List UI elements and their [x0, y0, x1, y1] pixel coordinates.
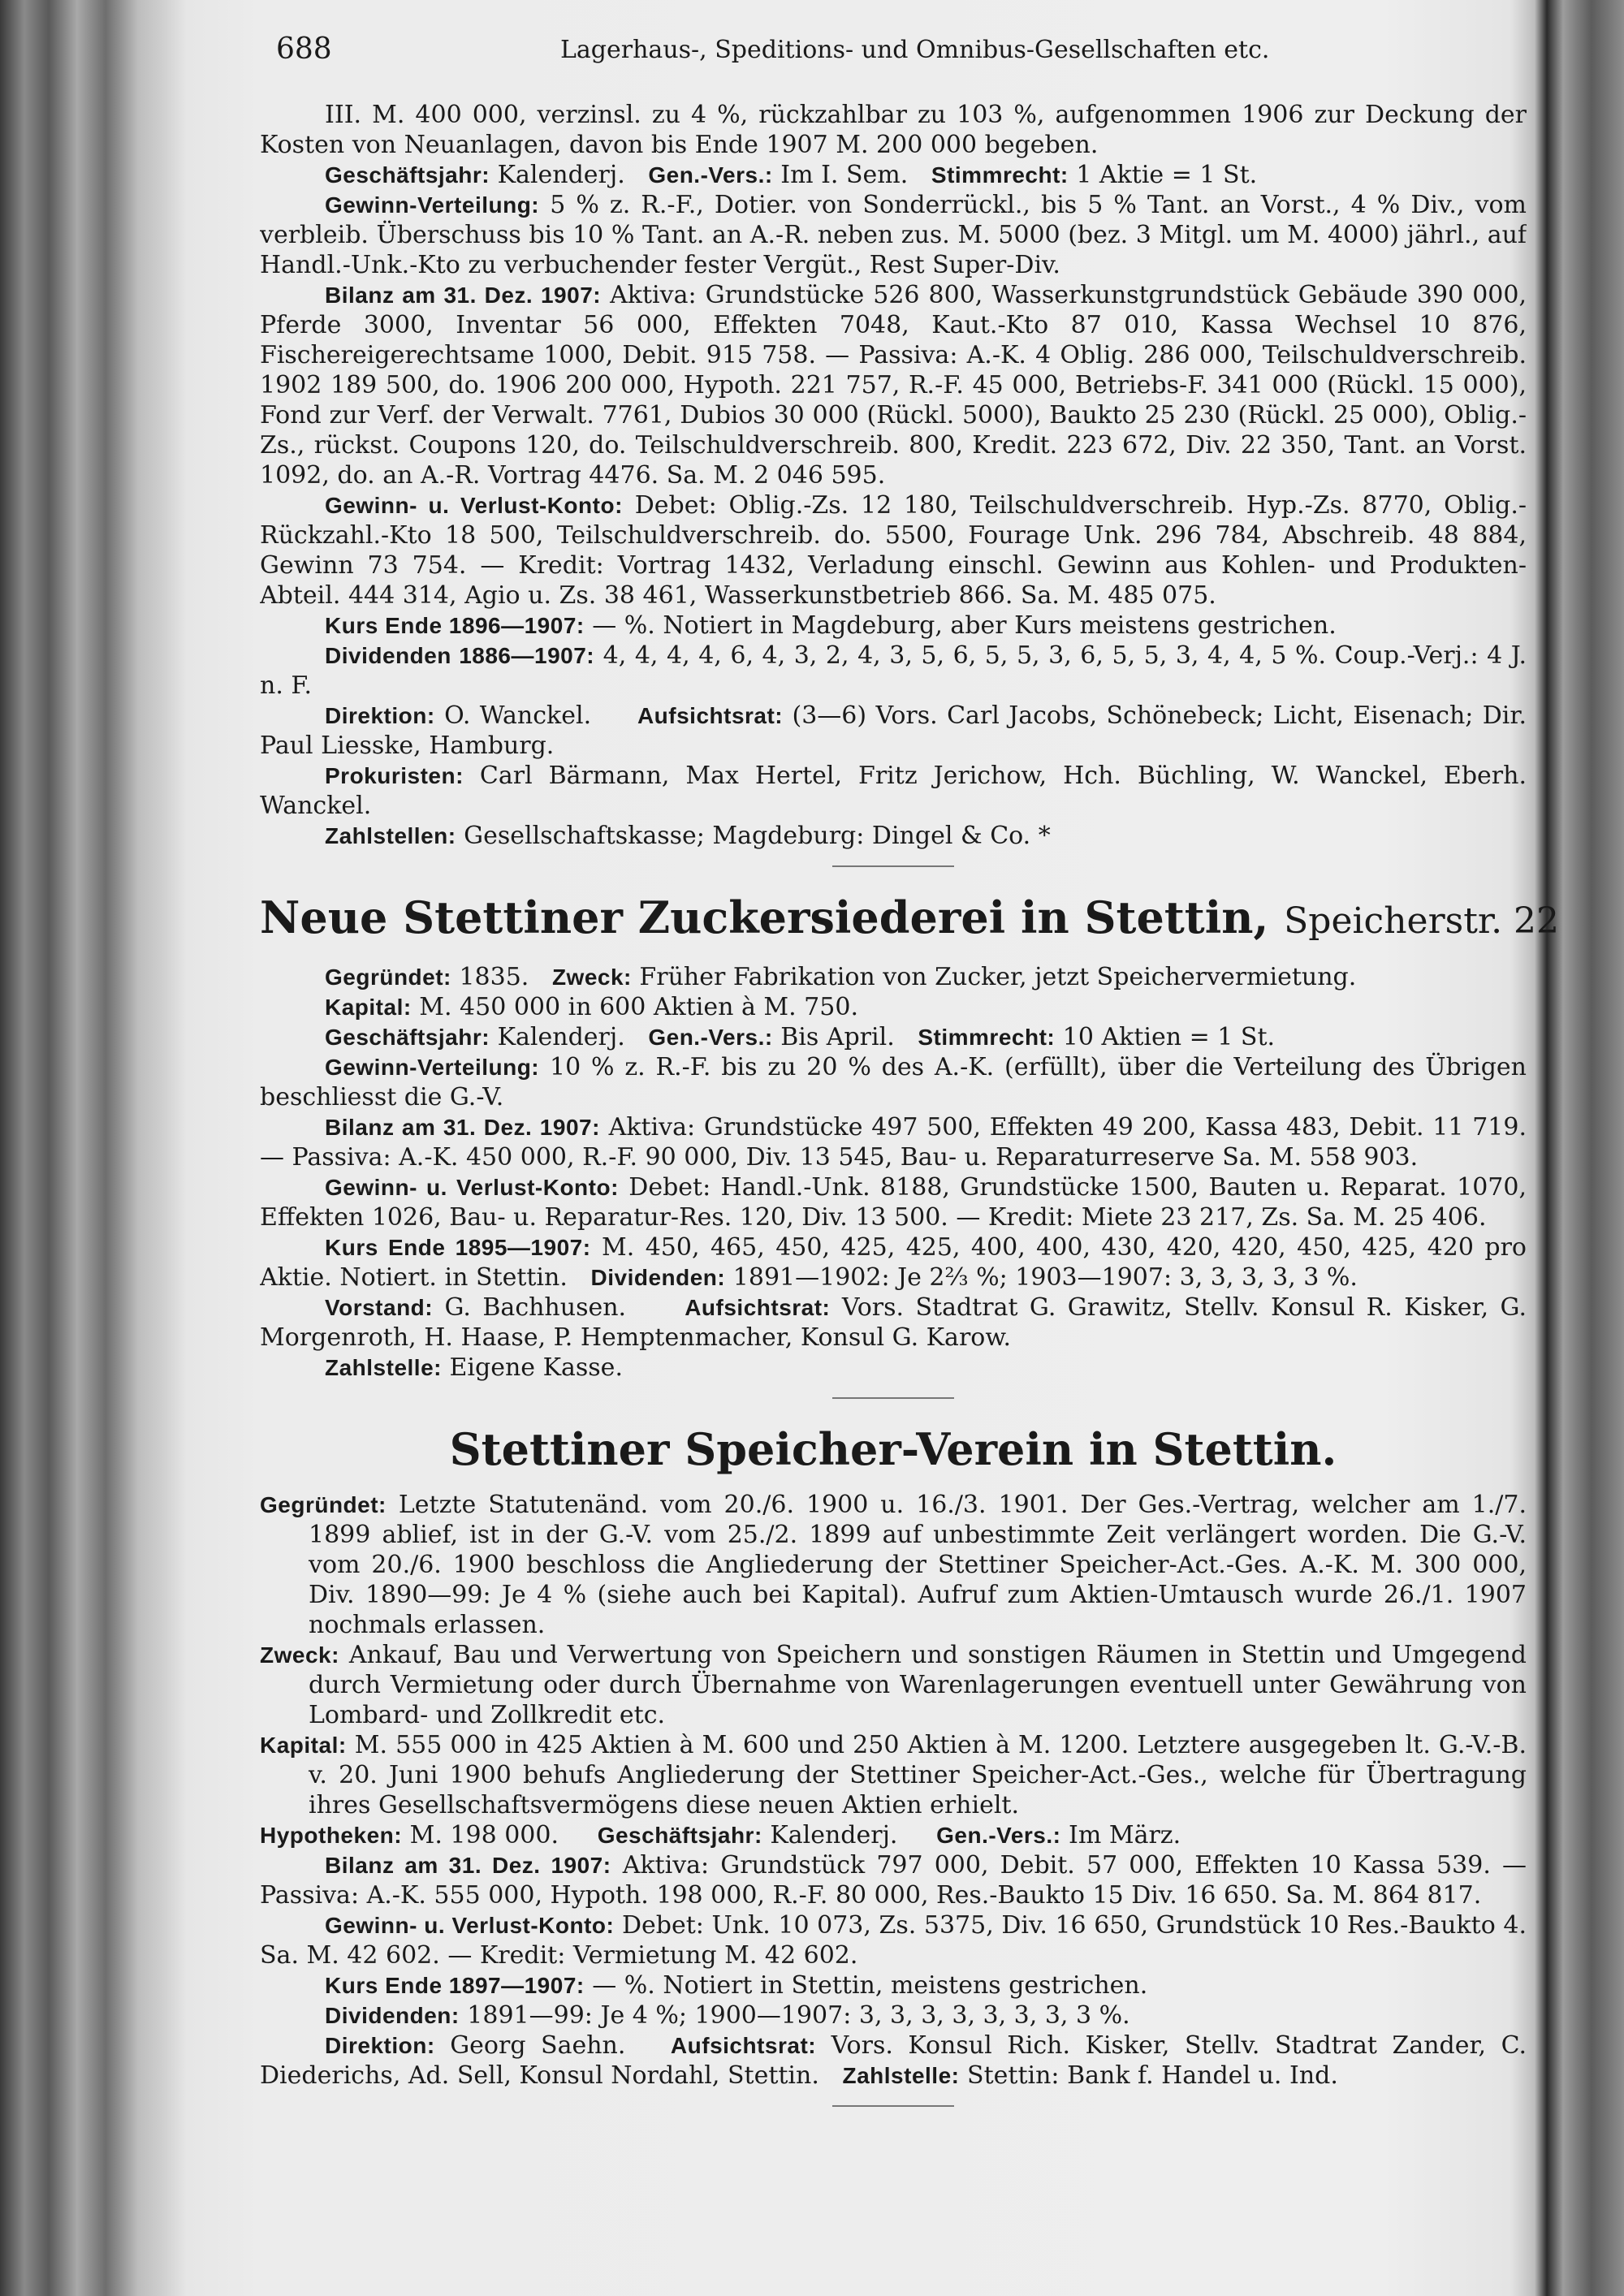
label: Bilanz am 31. Dez. 1907: [325, 1853, 611, 1878]
dividenden [260, 641, 1527, 701]
value: — %. Notiert in Stettin, meistens gestrichen. [592, 1971, 1148, 2000]
label: Zahlstelle: [842, 2063, 960, 2088]
dividenden [260, 2000, 1527, 2031]
label: Zweck: [551, 965, 632, 990]
hypotheken-line [260, 1820, 1527, 1850]
zahlstelle [260, 1353, 1527, 1383]
label: Gen.-Vers.: [936, 1823, 1061, 1848]
kurs [260, 1970, 1527, 2000]
label: Gegründet: [260, 1492, 387, 1517]
value: 10 Aktien = 1 St. [1062, 1023, 1276, 1051]
kurs-dividenden [260, 1232, 1527, 1293]
value: Vors. Konsul Rich. Kisker, Stellv. Stadtrat Zander, C. Diederichs, Ad. Sell, Konsul Nordahl, Stettin. [260, 2031, 1527, 2090]
value: 1 Aktie = 1 St. [1076, 161, 1258, 189]
bond-text: III. M. 400 000, verzinsl. zu 4 %, rückzahlbar zu 103 %, aufgenommen 1906 zur Deckung der Kosten von Neuanlagen, davon bis Ende 1907 M. 200 000 begeben. [260, 101, 1527, 159]
zahlstellen [260, 821, 1527, 851]
divider [832, 2105, 954, 2107]
value: 10 % z. R.-F. bis zu 20 % des A.-K. (erfüllt), über die Verteilung des Übrigen beschliesst die G.-V. [260, 1053, 1527, 1111]
gewinn-verlust-konto [260, 1172, 1527, 1232]
direktion-aufsichtsrat [260, 701, 1527, 761]
label: Stimmrecht: [918, 1025, 1056, 1050]
value: O. Wanckel. [444, 701, 592, 730]
value: Aktiva: Grundstücke 526 800, Wasserkunstgrundstück Gebäude 390 000, Pferde 3000, Inventar 56 000, Effekten 7048, Kaut.-Kto 87 010, Kassa Wechsel 10 876, Fischereigerechtsame 1000, Debit. 915 758. — Passiva: A.-K. 4 Oblig. 286 000, Teilschuldverschreib. 1902 189 500, do. 1906 200 000, Hypoth. 221 757, R.-F. 45 000, Betriebs-F. 341 000 (Rückl. 15 000), Fond zur Verf. der Verwalt. 7761, Dubios 30 000 (Rückl. 5000), Baukto 25 230 (Rückl. 25 000), Oblig.-Zs., rückst. Coupons 120, do. Teilschuldverschreib. 800, Kredit. 223 672, Div. 22 350, Tant. an Vorst. 1092, do. an A.-R. Vortrag 4476. Sa. M. 2 046 595. [260, 281, 1527, 490]
value: Gesellschaftskasse; Magdeburg: Dingel & Co. * [464, 822, 1051, 850]
prokuristen [260, 761, 1527, 821]
label: Gewinn- u. Verlust-Konto: [325, 1175, 619, 1200]
label: Stimmrecht: [931, 162, 1069, 188]
label: Gen.-Vers.: [648, 162, 773, 188]
label: Zweck: [260, 1642, 339, 1668]
label: Gewinn- u. Verlust-Konto: [325, 493, 623, 518]
entry-neue-stettiner-zuckersiederei [260, 891, 1560, 1399]
page-number: 688 [276, 32, 332, 66]
gewinn-verteilung [260, 190, 1527, 280]
label: Gewinn-Verteilung: [325, 1055, 540, 1080]
label: Kurs Ende 1896—1907: [325, 613, 585, 638]
label: Aufsichtsrat: [685, 1295, 831, 1320]
value: Kalenderj. [770, 1821, 898, 1849]
kurs [260, 611, 1527, 641]
value: Im März. [1069, 1821, 1181, 1849]
value: M. 450 000 in 600 Aktien à M. 750. [419, 993, 858, 1021]
value: Debet: Handl.-Unk. 8188, Grundstücke 1500, Bauten u. Reparat. 1070, Effekten 1026, Bau- u. Reparatur-Res. 120, Div. 13 500. — Kredit: Miete 23 217, Zs. Sa. M. 25 406. [260, 1173, 1527, 1232]
label: Dividenden 1886—1907: [325, 643, 595, 668]
value: Aktiva: Grundstücke 497 500, Effekten 49 200, Kassa 483, Debit. 11 719. — Passiva: A.-K. 450 000, R.-F. 90 000, Div. 13 545, Bau- u. Reparaturreserve Sa. M. 558 903. [260, 1113, 1527, 1172]
label: Geschäftsjahr: [325, 162, 490, 188]
value: Georg Saehn. [450, 2031, 626, 2060]
value: Debet: Oblig.-Zs. 12 180, Teilschuldverschreib. Hyp.-Zs. 8770, Oblig.-Rückzahl.-Kto 18 500, Teilschuldverschreib. do. 5500, Fourage Unk. 296 784, Abschreib. 48 884, Gewinn 73 754. — Kredit: Vortrag 1432, Verladung einschl. Gewinn aus Kohlen- und Produkten-Abteil. 444 314, Agio u. Zs. 38 461, Wasserkunstbetrieb 866. Sa. M. 485 075. [260, 491, 1527, 610]
gewinn-verteilung [260, 1052, 1527, 1112]
gegruendet-zweck [260, 962, 1527, 992]
running-header [276, 23, 1527, 80]
label: Geschäftsjahr: [325, 1025, 490, 1050]
geschaeftsjahr-line [260, 1022, 1527, 1052]
value: Letzte Statutenänd. vom 20./6. 1900 u. 16./3. 1901. Der Ges.-Vertrag, welcher am 1./7. 1899 ablief, ist in der G.-V. vom 25./2. 1899 auf unbestimmte Zeit verlängert worden. Die G.-V. vom 20./6. 1900 beschloss die Angliederung der Stettiner Speicher-Act.-Ges. A.-K. M. 300 000, Div. 1890—99: Je 4 % (siehe auch bei Kapital). Aufruf zum Aktien-Umtausch wurde 26./1. 1907 nochmals erlassen. [309, 1491, 1527, 1639]
vorstand-aufsichtsrat [260, 1293, 1527, 1353]
value: M. 450, 465, 450, 425, 425, 400, 400, 430, 420, 420, 450, 425, 420 pro Aktie. Notiert. in Stettin. [260, 1233, 1527, 1292]
value: Aktiva: Grundstück 797 000, Debit. 57 000, Effekten 10 Kassa 539. — Passiva: A.-K. 555 000, Hypoth. 198 000, R.-F. 80 000, Res.-Baukto 15 Div. 16 650. Sa. M. 864 817. [260, 1851, 1527, 1910]
label: Kurs Ende 1895—1907: [325, 1235, 591, 1260]
value: G. Bachhusen. [444, 1293, 627, 1322]
value: 5 % z. R.-F., Dotier. von Sonderrückl., bis 5 % Tant. an Vorst., 4 % Div., vom verbleib. Überschuss bis 10 % Tant. an A.-R. neben zus. M. 5000 (bez. 3 Mitgl. um M. 4000) jährl., auf Handl.-Unk.-Kto zu verbuchender fester Vergüt., Rest Super-Div. [260, 191, 1527, 279]
label: Kapital: [260, 1733, 347, 1758]
label: Gewinn- u. Verlust-Konto: [325, 1913, 615, 1938]
label: Prokuristen: [325, 763, 464, 788]
value: Früher Fabrikation von Zucker, jetzt Speichervermietung. [639, 963, 1357, 991]
value: 1835. [459, 963, 529, 991]
value: Im I. Sem. [780, 161, 909, 189]
book-page [244, 23, 1560, 2288]
value: Stettin: Bank f. Handel u. Ind. [967, 2061, 1338, 2090]
zweck [260, 1640, 1527, 1730]
value: Kalenderj. [497, 1023, 625, 1051]
gewinn-verlust-konto [260, 1910, 1527, 1970]
company-name: Neue Stettiner Zuckersiederei in Stettin, [260, 891, 1269, 943]
value: Vors. Stadtrat G. Grawitz, Stellv. Konsul R. Kisker, G. Morgenroth, H. Haase, P. Hemptenmacher, Konsul G. Karow. [260, 1293, 1527, 1352]
entry-continued [260, 100, 1527, 867]
value: 1891—1902: Je 2⅔ %; 1903—1907: 3, 3, 3, 3, 3 %. [732, 1263, 1358, 1292]
bilanz [260, 1850, 1527, 1910]
label: Gen.-Vers.: [648, 1025, 773, 1050]
label: Gegründet: [325, 965, 451, 990]
value: 4, 4, 4, 4, 6, 4, 3, 2, 4, 3, 5, 6, 5, 5, 3, 6, 5, 5, 3, 4, 4, 5 %. Coup.-Verj.: 4 J. n. F. [260, 641, 1527, 700]
label: Kurs Ende 1897—1907: [325, 1973, 585, 1998]
label: Zahlstellen: [325, 823, 456, 848]
value: 1891—99: Je 4 %; 1900—1907: 3, 3, 3, 3, 3, 3, 3, 3 %. [467, 2001, 1130, 2030]
gewinn-verlust-konto [260, 490, 1527, 611]
label: Kapital: [325, 995, 412, 1020]
value: M. 555 000 in 425 Aktien à M. 600 und 250 Aktien à M. 1200. Letztere ausgegeben lt. G.-V.-B. v. 20. Juni 1900 behufs Angliederung der Stettiner Speicher-Act.-Ges., welche für Übertragung ihres Gesellschaftsvermögens diese neuen Aktien erhielt. [309, 1731, 1527, 1819]
value: Ankauf, Bau und Verwertung von Speichern und sonstigen Räumen in Stettin und Umgegend durch Vermietung oder durch Übernahme von Warenlagerungen eventuell unter Gewährung von Lombard- und Zollkredit etc. [309, 1641, 1527, 1729]
entry-stettiner-speicher-verein [260, 1423, 1527, 2107]
entry-title [260, 891, 1560, 947]
value: Eigene Kasse. [449, 1353, 623, 1382]
value: Bis April. [780, 1023, 895, 1051]
direktion-aufsichtsrat [260, 2031, 1527, 2091]
value: Kalenderj. [497, 161, 625, 189]
label: Gewinn-Verteilung: [325, 192, 540, 218]
bilanz [260, 280, 1527, 490]
value: Debet: Unk. 10 073, Zs. 5375, Div. 16 650, Grundstück 10 Res.-Baukto 4. Sa. M. 42 602. — Kredit: Vermietung M. 42 602. [260, 1911, 1527, 1970]
label: Geschäftsjahr: [597, 1823, 762, 1848]
label: Dividenden: [590, 1265, 726, 1290]
gegruendet [260, 1490, 1527, 1640]
kapital [260, 992, 1527, 1022]
running-title: Lagerhaus-, Speditions- und Omnibus-Gesellschaften etc. [560, 36, 1270, 64]
kapital [260, 1730, 1527, 1820]
label: Dividenden: [325, 2003, 460, 2028]
label: Vorstand: [325, 1295, 434, 1320]
label: Direktion: [325, 703, 435, 728]
value: M. 198 000. [409, 1821, 559, 1849]
label: Bilanz am 31. Dez. 1907: [325, 1115, 600, 1140]
bilanz [260, 1112, 1527, 1172]
label: Aufsichtsrat: [670, 2033, 817, 2058]
label: Zahlstelle: [325, 1355, 442, 1380]
company-address: Speicherstr. 22 [1284, 900, 1560, 942]
geschaeftsjahr-line [260, 160, 1527, 190]
label: Aufsichtsrat: [637, 703, 784, 728]
entry-title: Stettiner Speicher-Verein in Stettin. [449, 1423, 1337, 1475]
page-body [260, 100, 1560, 2112]
divider [832, 1397, 954, 1399]
divider [832, 865, 954, 867]
value: (3—6) Vors. Carl Jacobs, Schönebeck; Licht, Eisenach; Dir. Paul Liesske, Hamburg. [260, 701, 1527, 760]
label: Hypotheken: [260, 1823, 403, 1848]
label: Direktion: [325, 2033, 435, 2058]
value: Carl Bärmann, Max Hertel, Fritz Jerichow, Hch. Büchling, W. Wanckel, Eberh. Wanckel. [260, 762, 1527, 820]
value: — %. Notiert in Magdeburg, aber Kurs meistens gestrichen. [592, 611, 1337, 640]
label: Bilanz am 31. Dez. 1907: [325, 283, 602, 308]
